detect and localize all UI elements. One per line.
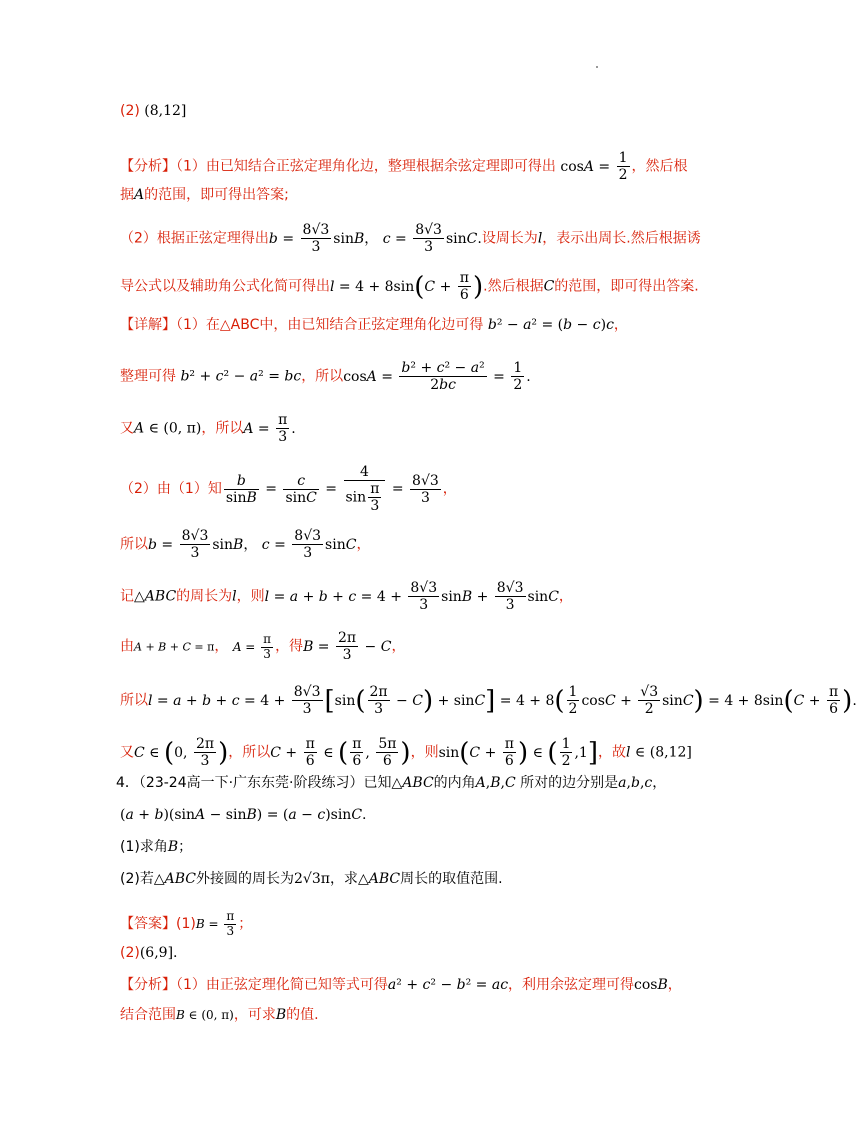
- page-dot: [596, 66, 598, 68]
- formula-A-range: A ∈ (0, π): [134, 420, 202, 437]
- detail-line-9: [120, 736, 692, 769]
- formula-l-range: l ∈ (8,12]: [626, 744, 692, 761]
- analysis-4-line-1: 【分析】（1）由正弦定理化简已知等式可得a² + c² − b² = ac，利用余弦定理可得cosB，: [120, 977, 682, 993]
- formula-B-range: B ∈ (0, π): [176, 1008, 234, 1022]
- analysis-4-text-1: （1）由正弦定理化简已知等式可得: [176, 977, 388, 993]
- formula-perimeter: l = a + b + c = 4 + $\frac{8√3}{3}$ sinB + $\frac{8√3}{3}$ sinC: [264, 580, 559, 614]
- part2-answer: (8,12]: [144, 103, 187, 119]
- detail-line-3: [120, 412, 296, 445]
- formula-b-c-sines: b = $\frac{8√3}{3}$ sinB， c = $\frac{8√3}{3}$ sinC: [148, 528, 357, 562]
- analysis-text-2: 据: [120, 187, 134, 203]
- question-text-1: 的内角: [433, 775, 476, 791]
- answer-tag: 【答案】: [120, 915, 176, 932]
- analysis-mid-4: .然后根据: [483, 278, 544, 295]
- detail-text-1: （1）在△ABC中，由已知结合正弦定理角化边可得: [176, 317, 484, 333]
- detail-line-2: [120, 360, 531, 393]
- question-text-2: 所对的边分别是: [520, 775, 619, 791]
- answer-line-2: (2)(6,9].: [120, 945, 178, 961]
- question-source: （23-24高一下·广东东莞·阶段练习）已知: [138, 775, 392, 791]
- detail-mid2-9: ，则: [410, 744, 439, 761]
- detail-text-6: 记: [120, 588, 134, 605]
- answer-line-1: 【答案】(1)B = $\frac{\pi}{3}$ ；: [120, 909, 253, 938]
- analysis-line-1: [120, 150, 688, 183]
- analysis-text-4: 导公式以及辅助角公式化简可得出: [120, 278, 330, 295]
- detail-tag: 【详解】: [120, 317, 176, 333]
- formula-a2c2b2-ac: a² + c² − b² = ac: [387, 977, 509, 993]
- analysis-tail-4: 的范围，即可得出答案.: [554, 278, 699, 295]
- analysis-text-1: （1）由已知结合正弦定理角化边，整理根据余弦定理即可得出: [176, 158, 556, 175]
- analysis-tag: 【分析】: [120, 158, 176, 175]
- question-part-2-tail2: 周长的取值范围.: [400, 871, 503, 887]
- detail-text-4: （2）由（1）知: [120, 481, 222, 498]
- detail-line-7: 由A + B + C = π， A = $\frac{\pi}{3}$ ，得B = $\frac{2\pi}{3}$ − C，: [120, 630, 406, 664]
- detail-mid-9: ，所以: [228, 744, 271, 761]
- formula-given-equation: (a + b)(sinA − sinB) = (a − c)sinC: [120, 807, 363, 823]
- question-part-2-tail: ，求: [329, 871, 358, 887]
- analysis-4-text-2: 结合范围: [120, 1007, 176, 1023]
- detail-text-5: 所以: [120, 536, 148, 553]
- formula-cosA-half: cosA = $\frac{1}{2}$: [560, 150, 628, 184]
- formula-B-value: B = $\frac{2\pi}{3}$ − C: [303, 630, 392, 664]
- formula-b2-a2: b² − a² = (b − c)c: [487, 317, 614, 333]
- question-part-2-mid: 外接圆的周长为: [196, 871, 294, 887]
- formula-angle-sum: A + B + C = π: [134, 640, 215, 654]
- analysis-tail-1: ，然后根: [631, 158, 688, 175]
- formula-A-pi3: A = $\frac{\pi}{3}$: [232, 631, 272, 661]
- analysis-4-mid-1: ，利用余弦定理可得: [508, 977, 635, 993]
- detail-line-5: 所以b = $\frac{8√3}{3}$ sinB， c = $\frac{8√3}{3}$ sinC，: [120, 528, 371, 562]
- analysis-mid-3: 设周长为: [481, 230, 538, 247]
- detail-line-4: （2）由（1）知 $\frac{b}{\sin B}$ = $\frac{c}{\sin C}$ = 4 sin $\frac{\pi}{3}$ = $\frac{8√3}{3}$ ，: [120, 464, 457, 515]
- answer-2-value: (6,9]: [139, 945, 174, 961]
- detail-text-2: 整理可得: [120, 368, 176, 385]
- analysis-4-mid-2: ，可求: [233, 1007, 276, 1023]
- analysis-line-2: 据A的范围，即可得出答案;: [120, 187, 289, 203]
- question-4-part-1: (1)求角B；: [120, 839, 193, 855]
- formula-cosB: cosB: [634, 977, 668, 993]
- part2-label: (2): [120, 103, 140, 119]
- question-4-line-1: 4．（23-24高一下·广东东莞·阶段练习）已知△ABC的内角A,B,C 所对的边分别是a,b,c，: [116, 775, 667, 791]
- detail-mid-6: 的周长为: [176, 588, 233, 605]
- analysis-tail-3: ，表示出周长.然后根据诱: [542, 230, 701, 247]
- analysis-text-3: （2）根据正弦定理得出: [120, 230, 269, 247]
- analysis-4-line-2: 结合范围B ∈ (0, π)，可求B的值.: [120, 1007, 319, 1023]
- answer-1-label: (1): [176, 915, 196, 932]
- detail-line-6: 记△ABC的周长为l，则l = a + b + c = 4 + $\frac{8√3}{3}$ sinB + $\frac{8√3}{3}$ sinC，: [120, 580, 573, 614]
- formula-b2c2a2-bc: b² + c² − a² = bc: [180, 368, 302, 385]
- question-part-2-text: (2)若: [120, 871, 154, 887]
- formula-b-c: b = $\frac{8√3}{3}$ sinB， c = $\frac{8√3}{3}$ sinC.: [268, 222, 482, 256]
- formula-law-of-sines: $\frac{b}{\sin B}$ = $\frac{c}{\sin C}$ = 4 sin $\frac{\pi}{3}$ = $\frac{8√3}{3}$: [225, 464, 439, 515]
- analysis-tail-2: 的范围，即可得出答案;: [144, 187, 289, 203]
- question-number: 4．: [116, 775, 139, 791]
- formula-C-range: C ∈ (0, $\frac{2\pi}{3}$ ): [134, 736, 229, 770]
- formula-A-value: A = $\frac{\pi}{3}$ .: [243, 412, 296, 446]
- detail-mid-3: ，所以: [201, 420, 244, 437]
- formula-l-simplified: l = 4 + 8sin(C + $\frac{\pi}{6}$ ): [330, 270, 484, 304]
- formula-C-pi6-range: C + $\frac{\pi}{6}$ ∈ ( $\frac{\pi}{6}$ , $\frac{5\pi}{6}$ ): [270, 736, 411, 770]
- detail-mid2-6: ，则: [236, 588, 265, 605]
- question-part-1-text: (1)求角: [120, 839, 168, 855]
- formula-sin-range: sin(C + $\frac{\pi}{6}$ ) ∈ ( $\frac{1}{2}$ ,1]: [438, 736, 598, 770]
- detail-text-3: 又: [120, 420, 134, 437]
- detail-mid3-9: ，故: [598, 744, 626, 761]
- detail-text-8: 所以: [120, 692, 148, 709]
- answer-2-label: (2): [120, 945, 140, 961]
- detail-text-9: 又: [120, 744, 134, 761]
- analysis-line-3: （2）根据正弦定理得出b = $\frac{8√3}{3}$ sinB， c = $\frac{8√3}{3}$ sinC.设周长为l，表示出周长.然后根据诱: [120, 222, 701, 256]
- detail-mid-7: ，得: [275, 638, 304, 655]
- analysis-4-tag: 【分析】: [120, 977, 176, 993]
- detail-line-8: [120, 684, 857, 717]
- detail-text-7: 由: [120, 638, 134, 655]
- formula-perimeter-expanded: l = a + b + c = 4 + $\frac{8√3}{3}$ [sin( $\frac{2\pi}{3}$ − C) + sinC] = 4 + 8( $\frac{1}{2}$ cosC + $\frac{√3}{2}$ sinC) = 4 + 8sin(C + $\frac{\pi}{6}$ ).: [148, 684, 857, 718]
- analysis-4-tail-2: 的值.: [286, 1007, 319, 1023]
- formula-B-answer: B = $\frac{\pi}{3}$: [195, 909, 235, 938]
- analysis-line-4: 导公式以及辅助角公式化简可得出l = 4 + 8sin(C + $\frac{\pi}{6}$ ).然后根据C的范围，即可得出答案.: [120, 270, 699, 304]
- part2-answer-line: [120, 104, 186, 118]
- detail-line-1: 【详解】（1）在△ABC中，由已知结合正弦定理角化边可得 b² − a² = (b − c)c，: [120, 317, 628, 333]
- question-4-line-2: (a + b)(sinA − sinB) = (a − c)sinC.: [120, 807, 367, 823]
- detail-mid-2: ，所以: [301, 368, 344, 385]
- formula-cosA-detail: cosA = $\frac{\text{b² + c² − a²}}{2bc}$ = $\frac{1}{2}$ .: [343, 360, 531, 394]
- question-4-part-2: (2)若△ABC外接圆的周长为2√3π，求△ABC周长的取值范围.: [120, 871, 503, 887]
